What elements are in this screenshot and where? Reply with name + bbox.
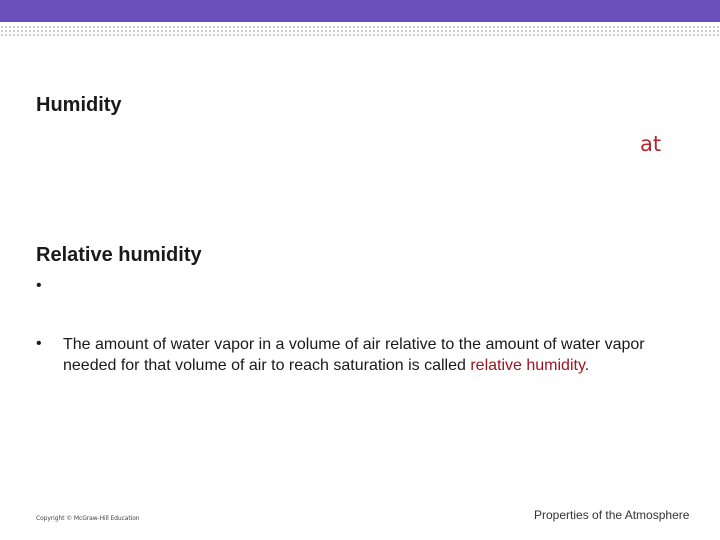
definition-paragraph	[63, 334, 663, 376]
dotted-divider	[0, 25, 720, 37]
footer-title: Properties of the Atmosphere	[534, 508, 690, 522]
paragraph-text-before: The amount of water vapor in a volume of air relative to the amount of water vapor needed for that volume of air to reach saturation is called	[63, 336, 645, 374]
copyright-notice: Copyright © McGraw-Hill Education	[36, 515, 140, 522]
header-band	[0, 0, 720, 22]
subheading-relative-humidity: Relative humidity	[36, 244, 202, 266]
paragraph-bullet: •	[36, 335, 42, 352]
empty-bullet: •	[36, 277, 42, 294]
slide-title: Humidity	[36, 94, 122, 116]
key-term: relative humidity	[470, 357, 585, 374]
paragraph-text-after: .	[584, 357, 590, 374]
clipped-highlight-word: at	[640, 132, 662, 156]
